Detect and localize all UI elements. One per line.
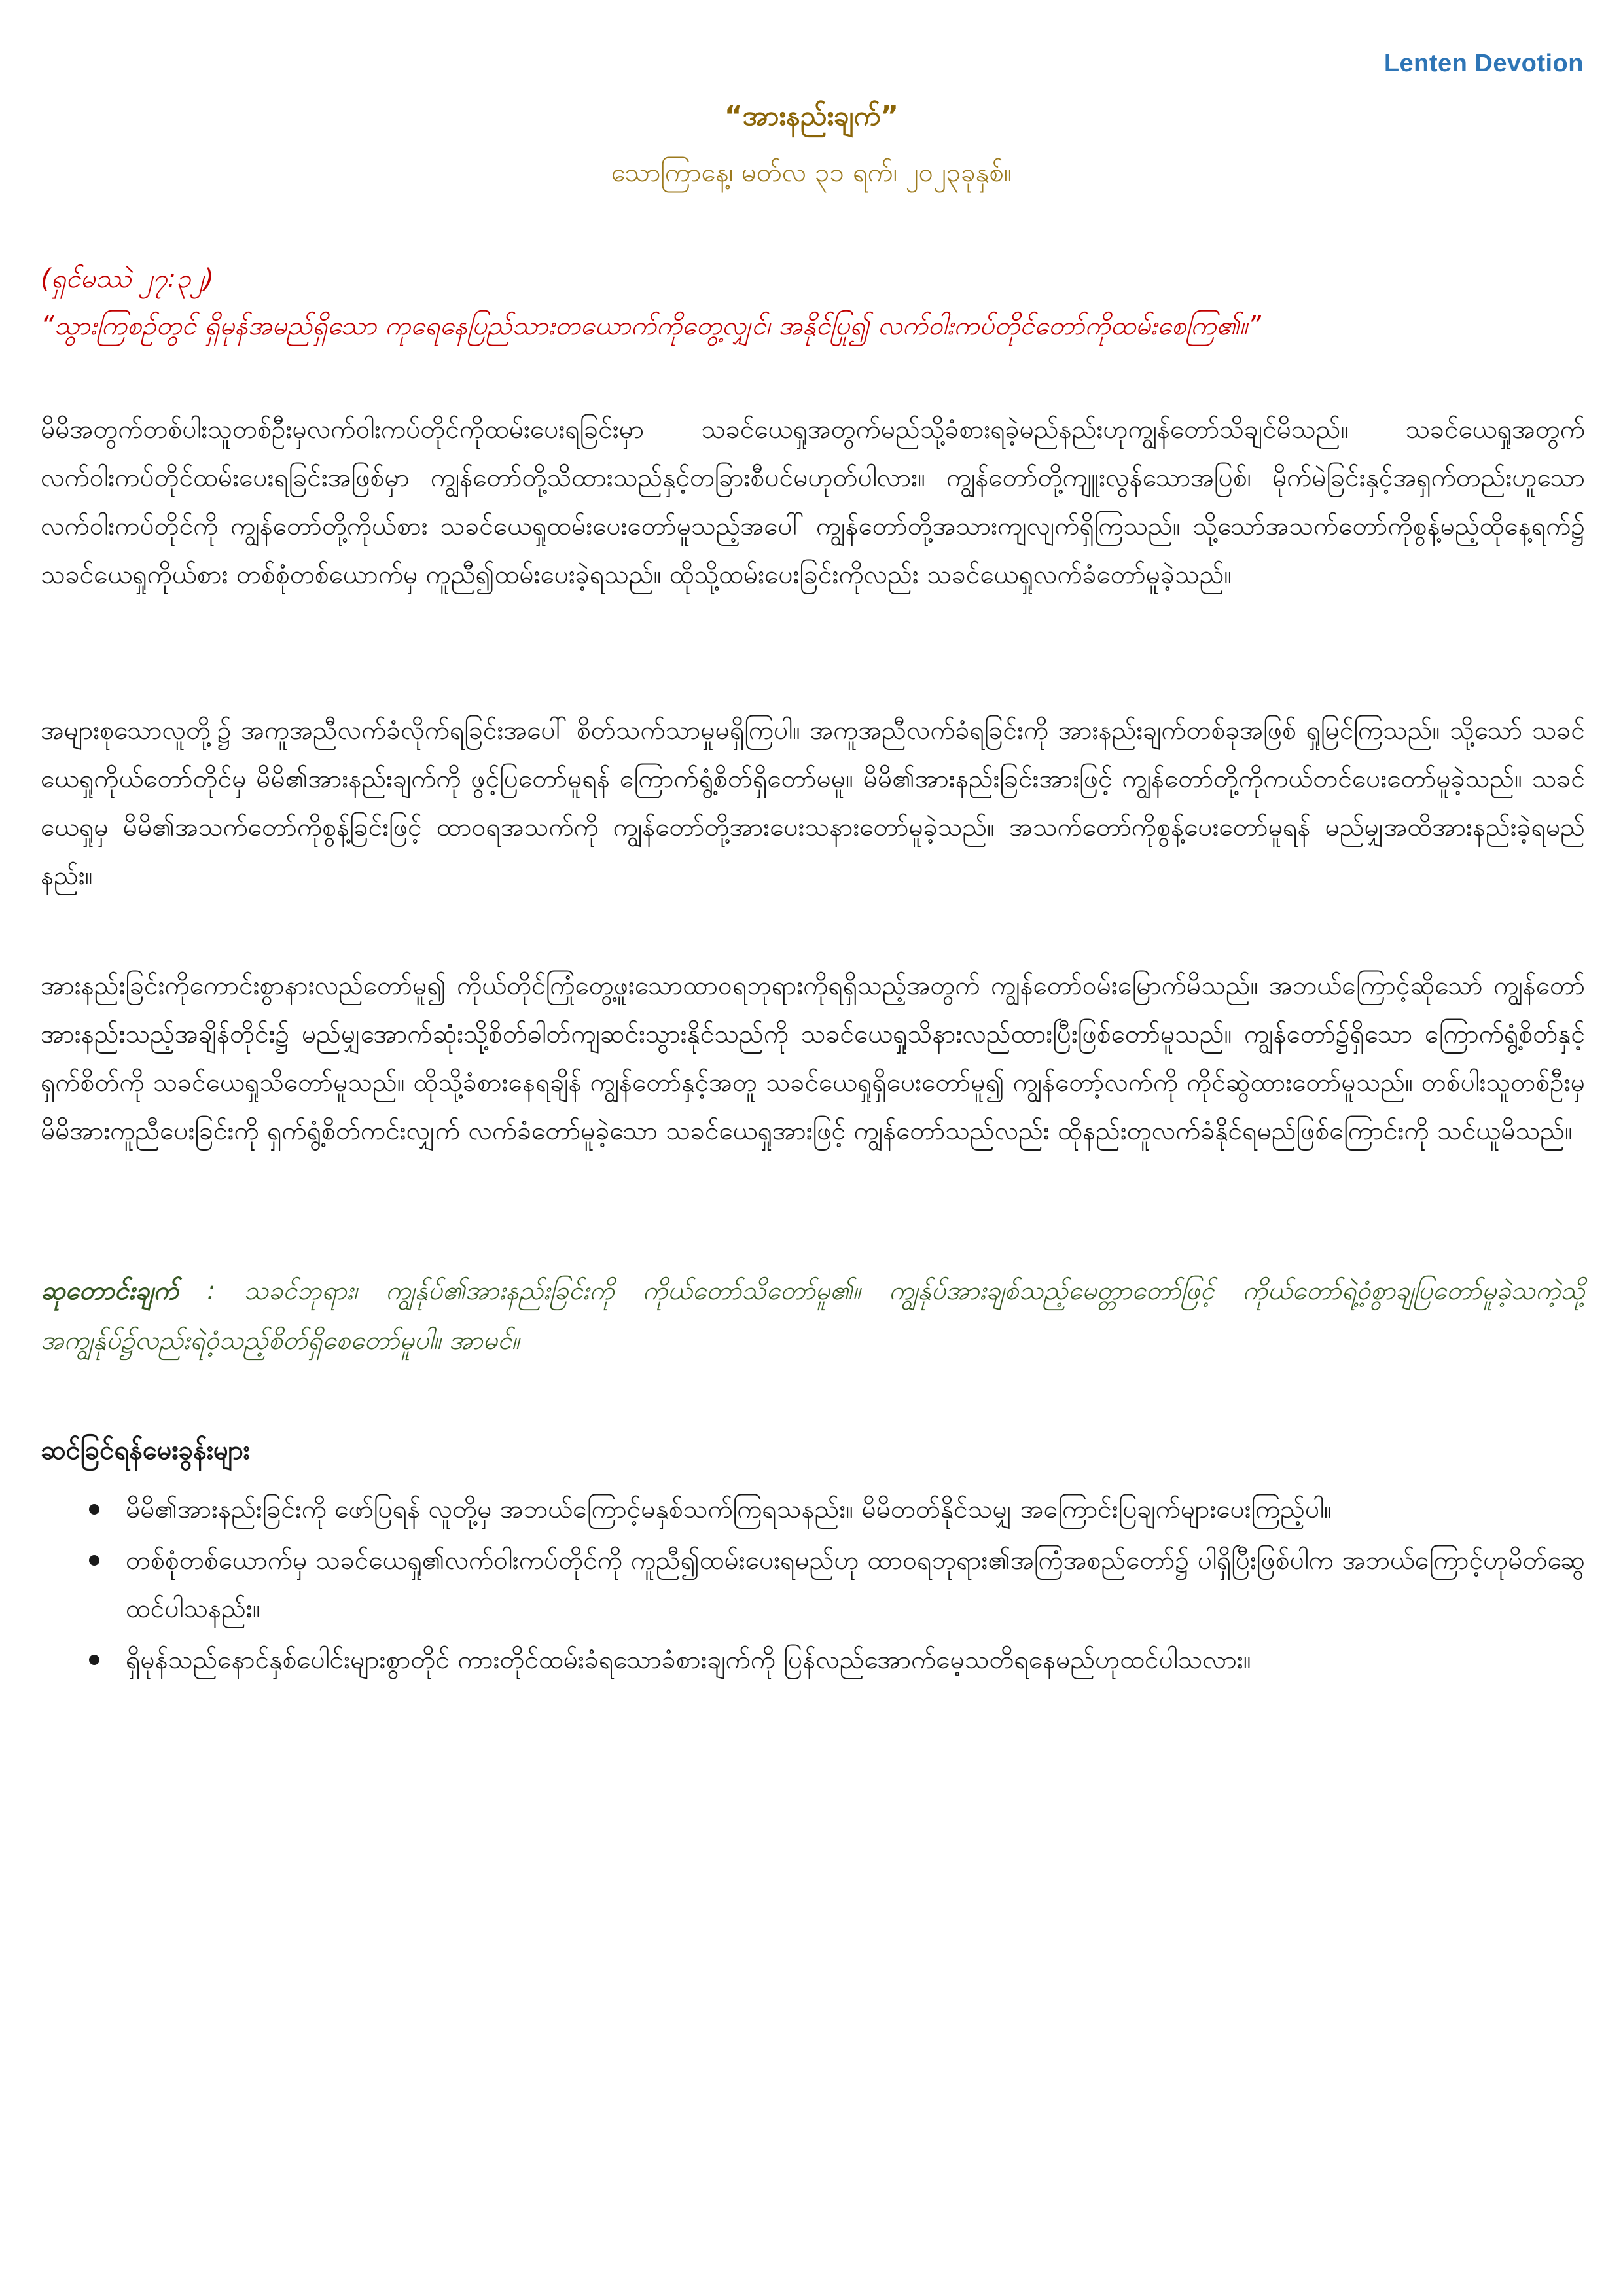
prayer-block [41, 1266, 1585, 1366]
scripture-verse [41, 255, 1585, 350]
prayer-text: သခင်ဘုရား၊ ကျွန်ုပ်၏အားနည်းခြင်းကို ကိုယ်တော်သိတော်မူ၏။ ကျွန်ုပ်အားချစ်သည့်မေတ္တာတော်ဖြင့် ကိုယ်တော်ရဲ့ဝံ့စွာချပြတော်မူခဲ့သကဲ့သို့ အကျွန်ုပ်၌လည်းရဲဝံ့သည့်စိတ်ရှိစေတော်မူပါ။ အာမင်။ [41, 1276, 1585, 1355]
prayer-label: ဆုတောင်းချက် [41, 1276, 179, 1306]
paragraph-2: အများစုသောလူတို့၌ အကူအညီလက်ခံလိုက်ရခြင်းအပေါ် စိတ်သက်သာမှုမရှိကြပါ။ အကူအညီလက်ခံရခြင်းကို အားနည်းချက်တစ်ခုအဖြစ် ရှုမြင်ကြသည်။ သို့သော် သခင်ယေရှုကိုယ်တော်တိုင်မှ မိမိ၏အားနည်းချက်ကို ဖွင့်ပြတော်မူရန် ကြောက်ရွံ့စိတ်ရှိတော်မမူ။ မိမိ၏အားနည်းခြင်းအားဖြင့် ကျွန်တော်တို့ကိုကယ်တင်ပေးတော်မူခဲ့သည်။ သခင်ယေရှုမှ မိမိ၏အသက်တော်ကိုစွန့်ခြင်းဖြင့် ထာဝရအသက်ကို ကျွန်တော်တို့အားပေးသနားတော်မူခဲ့သည်။ အသက်တော်ကိုစွန့်ပေးတော်မူရန် မည်မျှအထိအားနည်းခဲ့ရမည်နည်း။ [41, 716, 1585, 891]
questions-heading: ဆင်ခြင်ရန်မေးခွန်းများ [41, 1435, 250, 1465]
date-line: သောကြာနေ့၊ မတ်လ ၃၁ ရက်၊ ၂၀၂၃ခုနှစ်။ [611, 158, 1012, 188]
header-tag: Lenten Devotion [1383, 50, 1584, 77]
question-item [41, 1486, 1585, 1534]
questions-list [41, 1486, 1585, 1687]
verse-reference: (ရှင်မဿဲ ၂၇:၃၂) [41, 264, 214, 294]
verse-text: “သွားကြစဉ်တွင် ရှိမုန်အမည်ရှိသော ကုရေနေပြည်သားတယောက်ကိုတွေ့လျှင်၊ အနိုင်ပြု၍ လက်ဝါးကပ်တိုင်တော်ကိုထမ်းစေကြ၏။” [41, 311, 1261, 341]
question-text: ရှိမုန်သည်နောင်နှစ်ပေါင်းများစွာတိုင် ကားတိုင်ထမ်းခံရသောခံစားချက်ကို ပြန်လည်အောက်မေ့သတိရနေမည်ဟုထင်ပါသလား။ [126, 1645, 1251, 1675]
paragraph-3: အားနည်းခြင်းကိုကောင်းစွာနားလည်တော်မူ၍ ကိုယ်တိုင်ကြုံတွေ့ဖူးသောထာဝရဘုရားကိုရရှိသည့်အတွက် ကျွန်တော်ဝမ်းမြောက်မိသည်။ အဘယ်ကြောင့်ဆိုသော် ကျွန်တော်အားနည်းသည့်အချိန်တိုင်း၌ မည်မျှအောက်ဆုံးသို့စိတ်ဓါတ်ကျဆင်းသွားနိုင်သည်ကို သခင်ယေရှုသိနားလည်ထားပြီးဖြစ်တော်မူသည်။ ကျွန်တော်၌ရှိသော ကြောက်ရွံ့စိတ်နှင့်ရှက်စိတ်ကို သခင်ယေရှုသိတော်မူသည်။ ထိုသို့ခံစားနေရချိန် ကျွန်တော်နှင့်အတူ သခင်ယေရှုရှိပေးတော်မူ၍ ကျွန်တော့်လက်ကို ကိုင်ဆွဲထားတော်မူသည်။ တစ်ပါးသူတစ်ဦးမှ မိမိအားကူညီပေးခြင်းကို ရှက်ရွံ့စိတ်ကင်းလျှက် လက်ခံတော်မူခဲ့သော သခင်ယေရှုအားဖြင့် ကျွန်တော်သည်လည်း ထိုနည်းတူလက်ခံနိုင်ရမည်ဖြစ်ကြောင်းကို သင်ယူမိသည်။ [41, 971, 1585, 1146]
bullet-icon [89, 1504, 99, 1515]
bullet-icon [89, 1555, 99, 1566]
prayer-separator: : [178, 1276, 244, 1306]
page-title: “အားနည်းချက်” [724, 99, 899, 132]
bullet-icon [89, 1655, 99, 1665]
question-text: မိမိ၏အားနည်းခြင်းကို ဖော်ပြရန် လူတို့မှ အဘယ်ကြောင့်မနှစ်သက်ကြရသနည်း။ မိမိတတ်နိုင်သမျှ အကြောင်းပြချက်များပေးကြည့်ပါ။ [126, 1495, 1332, 1524]
question-item [41, 1537, 1585, 1634]
question-item [41, 1636, 1585, 1685]
paragraph-1: မိမိအတွက်တစ်ပါးသူတစ်ဦးမှလက်ဝါးကပ်တိုင်ကိုထမ်းပေးရခြင်းမှာ သခင်ယေရှုအတွက်မည်သို့ခံစားရခဲ့မည်နည်းဟုကျွန်တော်သိချင်မိသည်။ သခင်ယေရှုအတွက် လက်ဝါးကပ်တိုင်ထမ်းပေးရခြင်းအဖြစ်မှာ ကျွန်တော်တို့သိထားသည်နှင့်တခြားစီပင်မဟုတ်ပါလား။ ကျွန်တော်တို့ကျူးလွန်သောအပြစ်၊ မိုက်မဲခြင်းနှင့်အရှက်တည်းဟူသော လက်ဝါးကပ်တိုင်ကို ကျွန်တော်တို့ကိုယ်စား သခင်ယေရှုထမ်းပေးတော်မူသည့်အပေါ် ကျွန်တော်တို့အသားကျလျက်ရှိကြသည်။ သို့သော်အသက်တော်ကိုစွန့်မည့်ထိုနေ့ရက်၌ သခင်ယေရှုကိုယ်စား တစ်စုံတစ်ယောက်မှ ကူညီ၍ထမ်းပေးခဲ့ရသည်။ ထိုသို့ထမ်းပေးခြင်းကိုလည်း သခင်ယေရှုလက်ခံတော်မူခဲ့သည်။ [41, 415, 1585, 590]
question-text: တစ်စုံတစ်ယောက်မှ သခင်ယေရှု၏လက်ဝါးကပ်တိုင်ကို ကူညီ၍ထမ်းပေးရမည်ဟု ထာဝရဘုရား၏အကြံအစည်တော်၌ ပါရှိပြီးဖြစ်ပါက အဘယ်ကြောင့်ဟုမိတ်ဆွေထင်ပါသနည်း။ [126, 1546, 1585, 1624]
